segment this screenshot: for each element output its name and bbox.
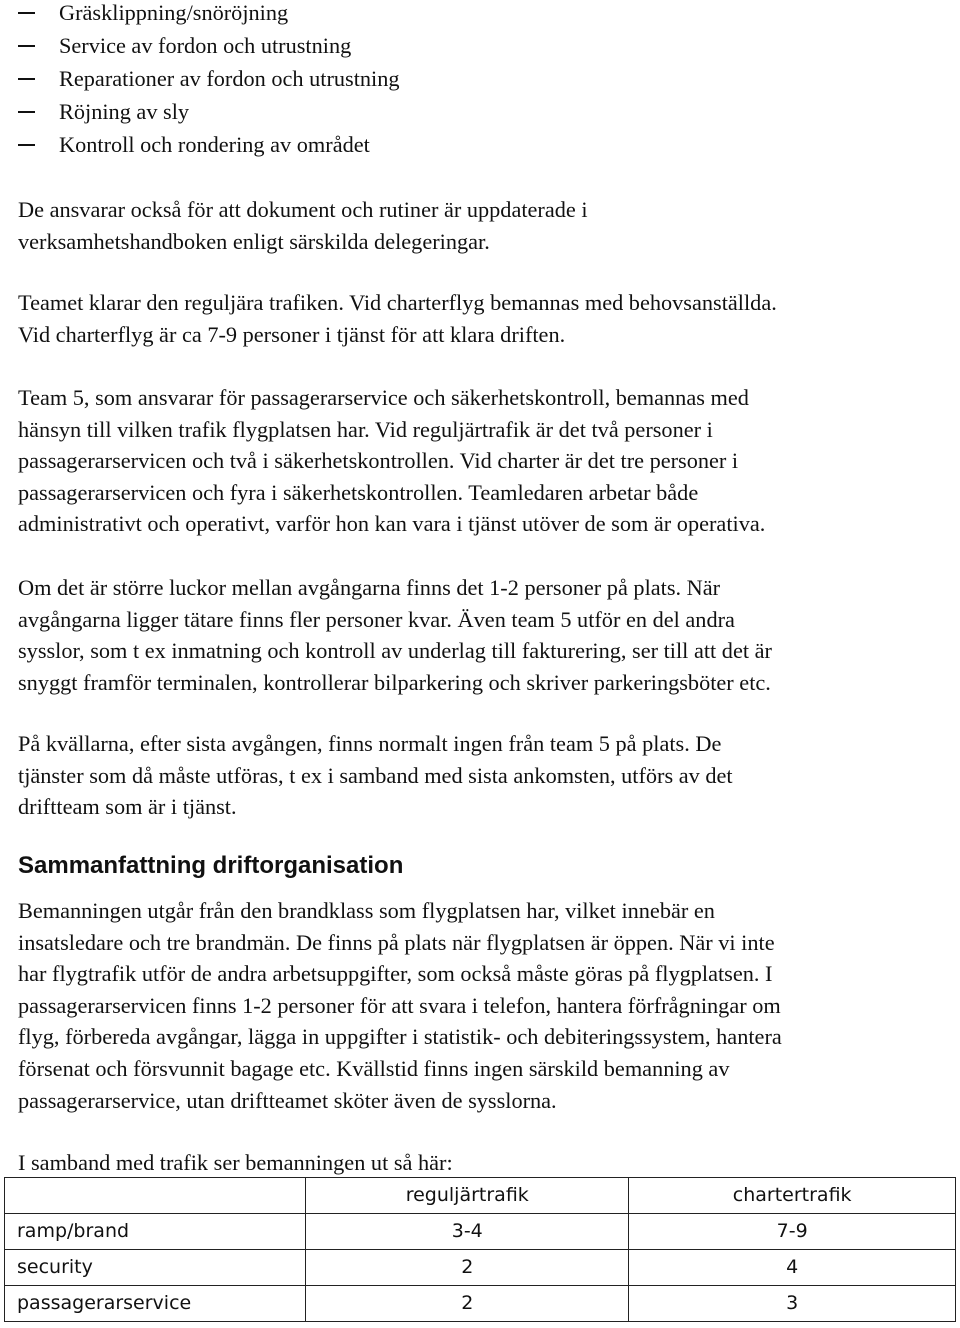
table-cell: 2 <box>306 1286 629 1322</box>
table-cell: 7-9 <box>629 1214 956 1250</box>
table-header-cell: reguljärtrafik <box>306 1178 629 1214</box>
table-header-cell <box>5 1178 306 1214</box>
list-item: Service av fordon och utrustning <box>18 29 948 62</box>
paragraph-documents: De ansvarar också för att dokument och rutiner är uppdaterade i verksamhetshandboken enligt särskilda delegeringar. <box>18 197 588 254</box>
table-cell: passagerarservice <box>5 1286 306 1322</box>
table-cell: 3-4 <box>306 1214 629 1250</box>
table-header-cell: chartertrafik <box>629 1178 956 1214</box>
staffing-table <box>4 1177 956 1322</box>
table-row <box>5 1250 956 1286</box>
table-cell: ramp/brand <box>5 1214 306 1250</box>
table-row <box>5 1286 956 1322</box>
paragraph-staffing-summary: Bemanningen utgår från den brandklass som flygplatsen har, vilket innebär en insatsledare och tre brandmän. De finns på plats när flygplatsen är öppen. När vi inte har flygtrafik utför de andra arbetsuppgifter, som också måste göras på flygplatsen. I passagerarservicen finns 1-2 personer för att svara i telefon, hantera förfrågningar om flyg, förbereda avgångar, lägga in uppgifter i statistik- och debiteringssystem, hantera försenat och försvunnit bagage etc. Kvällstid finns ingen särskild bemanning av passagerarservice, utan driftteamet sköter även de sysslorna. <box>18 898 782 1113</box>
paragraph-team-traffic: Teamet klarar den reguljära trafiken. Vid charterflyg bemannas med behovsanställda. Vid charterflyg är ca 7-9 personer i tjänst för att klara driften. <box>18 290 777 347</box>
paragraph-evenings: På kvällarna, efter sista avgången, finns normalt ingen från team 5 på plats. De tjänster som då måste utföras, t ex i samband med sista ankomsten, utförs av det driftteam som är i tjänst. <box>18 731 733 820</box>
table-cell: 2 <box>306 1250 629 1286</box>
task-bullet-list <box>18 0 948 161</box>
dash-bullet-icon <box>18 144 35 146</box>
list-item: Gräsklippning/snöröjning <box>18 0 948 29</box>
section-heading: Sammanfattning driftorganisation <box>18 852 404 879</box>
list-item: Röjning av sly <box>18 95 948 128</box>
table-cell: 4 <box>629 1250 956 1286</box>
paragraph-team-5: Team 5, som ansvarar för passagerarservice och säkerhetskontroll, bemannas med hänsyn till vilken trafik flygplatsen har. Vid reguljärtrafik är det två personer i passagerarservicen och två i säkerhetskontrollen. Vid charter är det tre personer i passagerarservicen och fyra i säkerhetskontrollen. Teamledaren arbetar både administrativt och operativt, varför hon kan vara i tjänst utöver de som är operativa. <box>18 385 766 537</box>
table-row <box>5 1214 956 1250</box>
table-cell: security <box>5 1250 306 1286</box>
dash-bullet-icon <box>18 12 35 14</box>
list-item: Kontroll och rondering av området <box>18 128 948 161</box>
table-header-row <box>5 1178 956 1214</box>
dash-bullet-icon <box>18 78 35 80</box>
dash-bullet-icon <box>18 111 35 113</box>
table-intro-text: I samband med trafik ser bemanningen ut så här: <box>18 1150 453 1175</box>
dash-bullet-icon <box>18 45 35 47</box>
table-cell: 3 <box>629 1286 956 1322</box>
list-item: Reparationer av fordon och utrustning <box>18 62 948 95</box>
paragraph-departures: Om det är större luckor mellan avgångarna finns det 1-2 personer på plats. När avgångarna ligger tätare finns fler personer kvar. Även team 5 utför en del andra sysslor, som t ex inmatning och kontroll av underlag till fakturering, ser till att det är snyggt framför terminalen, kontrollerar bilparkering och skriver parkeringsböter etc. <box>18 575 772 695</box>
